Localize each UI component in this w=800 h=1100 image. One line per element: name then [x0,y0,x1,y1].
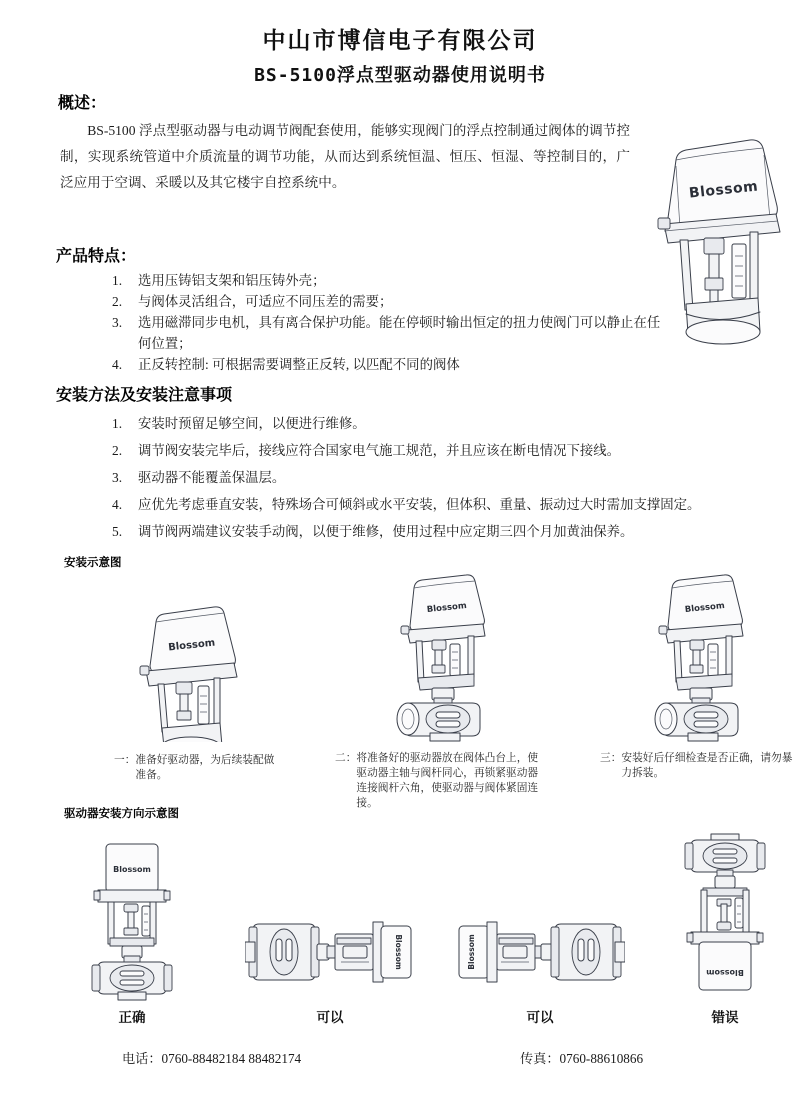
list-item-number: 3. [112,315,123,330]
fax-number: 传真：0760-88610866 [520,1051,644,1066]
install-step-1-caption [100,752,280,782]
company-name: 中山市博信电子有限公司 [262,28,538,53]
svg-text:Blossom: Blossom [394,934,403,970]
list-item-number: 1. [112,416,123,431]
svg-text:Blossom: Blossom [167,637,216,654]
svg-text:Blossom: Blossom [113,865,151,874]
list-item [112,491,772,518]
install-step-2-caption [335,750,545,810]
overview-body: BS-5100 浮点型驱动器与电动调节阀配套使用，能够实现阀门的浮点控制通过阀体的调节控制，实现系统管道中介质流量的调节功能，从而达到系统恒温、恒压、恒湿、等控制目的，广泛应用于空调、采暖以及其它楼宇自控系统中。 [60,123,630,190]
list-item [112,410,772,437]
orientation-items [0,832,800,1032]
install-step-3-caption [600,750,795,780]
list-item-text: 选用磁滞同步电机，具有离合保护功能。能在停顿时输出恒定的扭力使阀门可以静止在任何位置； [138,315,661,351]
list-item-number: 1. [112,273,123,288]
orientation-item-ok-left [455,832,625,1026]
step-text: 将准备好的驱动器放在阀体凸台上，使驱动器主轴与阀杆同心，再锁紧驱动器连接阀杆六角，使驱动器与阀体紧固连接。 [356,751,539,809]
installation-list [112,410,772,545]
list-item [112,518,772,545]
list-item [112,312,672,354]
list-item-number: 2. [112,294,123,309]
step-label: 二： [335,751,357,764]
svg-text:Blossom: Blossom [706,968,744,977]
orientation-item-wrong [655,832,795,1026]
orientation-label: 正确 [118,1010,146,1026]
phone-number: 电话：0760-88482184 88482174 [122,1051,302,1066]
list-item-number: 4. [112,497,123,512]
list-item-text: 选用压铸铝支架和铝压铸外壳； [138,273,326,288]
step-label: 三： [600,751,622,764]
orientation-item-ok-right [245,832,415,1026]
list-item-text: 调节阀安装完毕后，接线应符合国家电气施工规范，并且应该在断电情况下接线。 [138,443,621,458]
orientation-item-correct [62,832,202,1026]
overview-heading: 概述： [58,93,107,112]
list-item [112,354,672,375]
step-label: 一： [114,753,136,766]
horizontal-actuator-right-diagram [245,902,415,1002]
svg-text:Blossom: Blossom [467,934,476,970]
brand-label: Blossom [688,178,759,202]
actuator-diagram [130,600,250,742]
install-step-2 [335,570,545,810]
list-item-number: 3. [112,470,123,485]
step-text: 安装好后仔细检查是否正确，请勿暴力拆装。 [621,751,793,779]
svg-text:Blossom: Blossom [426,600,468,616]
list-item-text: 与阀体灵活组合，可适应不同压差的需要； [138,294,393,309]
list-item [112,437,772,464]
installation-heading: 安装方法及安装注意事项 [56,385,233,404]
orientation-label: 错误 [711,1010,739,1026]
assembled-valve-diagram [632,570,764,742]
document-title: BS-5100浮点型驱动器使用说明书 [254,65,546,86]
list-item [112,291,672,312]
document-footer [0,1048,800,1074]
install-steps [0,570,800,809]
list-item-text: 正反转控制: 可根据需要调整正反转, 以匹配不同的阀体 [138,357,460,372]
features-heading: 产品特点： [56,246,137,265]
actuator-on-valve-diagram [374,570,506,742]
list-item [112,464,772,491]
orientation-label: 可以 [526,1010,554,1026]
list-item-number: 4. [112,357,123,372]
list-item-text: 驱动器不能覆盖保温层。 [138,470,286,485]
install-step-1 [100,600,280,782]
orientation-label: 可以 [316,1010,344,1026]
vertical-actuator-up-diagram [84,832,180,1002]
install-diagram-heading: 安装示意图 [64,555,122,569]
svg-text:Blossom: Blossom [683,600,725,616]
list-item [112,270,672,291]
horizontal-actuator-left-diagram [455,902,625,1002]
document-header [0,0,800,87]
orientation-diagram-heading: 驱动器安装方向示意图 [64,806,179,820]
step-text: 准备好驱动器，为后续装配做准备。 [135,753,275,781]
features-list [112,270,672,375]
list-item-number: 2. [112,443,123,458]
list-item-text: 安装时预留足够空间，以便进行维修。 [138,416,366,431]
list-item-text: 应优先考虑垂直安装，特殊场合可倾斜或水平安装，但体积、重量、振动过大时需加支撑固定。 [138,497,701,512]
list-item-text: 调节阀两端建议安装手动阀，以便于维修，使用过程中应定期三四个月加黄油保养。 [138,524,634,539]
vertical-actuator-down-diagram [677,832,773,1002]
list-item-number: 5. [112,524,123,539]
install-step-3 [600,570,795,780]
